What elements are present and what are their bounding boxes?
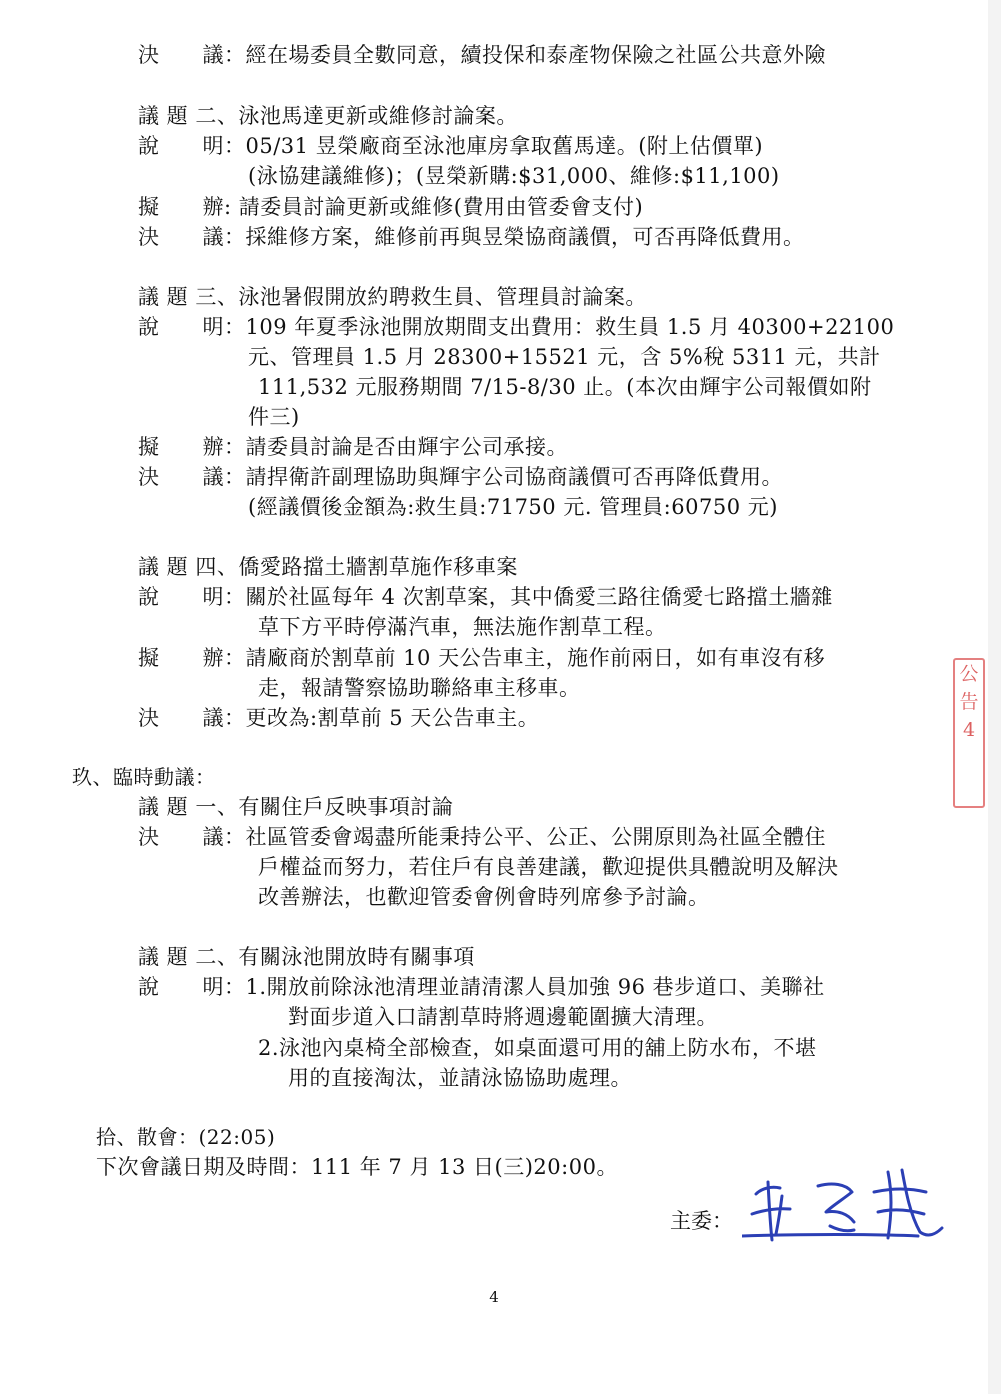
agenda-item-2-resolution: 決 議：採維修方案，維修前再與昱榮協商議價，可否再降低費用。 [138,225,805,249]
agenda-item-3-explanation-cont: 元、管理員 1.5 月 28300+15521 元，含 5%稅 5311 元，共計 [248,345,881,369]
page-edge [988,0,1001,1394]
extempore-item-2-explanation-cont: 對面步道入口請割草時將週邊範圍擴大清理。 [288,1005,718,1029]
extempore-item-1-resolution-cont: 改善辦法，也歡迎管委會例會時列席參予討論。 [258,885,710,909]
extempore-item-2-title: 議 題 二、有關泳池開放時有關事項 [138,945,475,969]
stamp-text: 公告4 [959,663,979,741]
approval-stamp [953,658,985,808]
agenda-item-3-resolution: 決 議：請捍衛許副理協助與輝宇公司協商議價可否再降低費用。 [138,465,783,489]
resolution-line: 決 議：經在場委員全數同意，續投保和泰產物保險之社區公共意外險 [138,43,826,67]
agenda-item-3-explanation: 說 明：109 年夏季泳池開放期間支出費用：救生員 1.5 月 40300+22100 [138,315,895,339]
agenda-item-3-title: 議 題 三、泳池暑假開放約聘救生員、管理員討論案。 [138,285,647,309]
agenda-item-4-title: 議 題 四、僑愛路擋土牆割草施作移車案 [138,555,518,579]
extempore-item-1-title: 議 題 一、有關住戶反映事項討論 [138,795,454,819]
agenda-item-4-explanation-cont: 草下方平時停滿汽車，無法施作割草工程。 [258,615,667,639]
section-heading-extempore: 玖、臨時動議： [72,765,216,789]
extempore-item-1-resolution-cont: 戶權益而努力，若住戶有良善建議，歡迎提供具體說明及解決 [258,855,839,879]
agenda-item-4-resolution: 決 議：更改為:割草前 5 天公告車主。 [138,706,540,730]
agenda-item-2-explanation: 說 明：05/31 昱榮廠商至泳池庫房拿取舊馬達。(附上估價單) [138,134,764,158]
extempore-item-2-point-2-cont: 用的直接淘汰，並請泳協協助處理。 [288,1066,632,1090]
agenda-item-2-proposal: 擬 辦: 請委員討論更新或維修(費用由管委會支付) [138,195,644,219]
agenda-item-4-proposal: 擬 辦：請廠商於割草前 10 天公告車主，施作前兩日，如有車沒有移 [138,646,826,670]
extempore-item-1-resolution: 決 議：社區管委會竭盡所能秉持公平、公正、公開原則為社區全體住 [138,825,826,849]
agenda-item-2-explanation-cont: (泳協建議維修)；(昱榮新購:$31,000、維修:$11,100) [248,164,780,188]
chair-signature [742,1152,952,1252]
adjournment-line: 拾、散會：(22:05) [96,1125,276,1149]
agenda-item-4-explanation: 說 明：關於社區每年 4 次割草案，其中僑愛三路往僑愛七路擋土牆雜 [138,585,833,609]
chair-label: 主委： [670,1209,733,1233]
agenda-item-3-explanation-cont: 件三) [248,405,300,429]
agenda-item-3-proposal: 擬 辦：請委員討論是否由輝宇公司承接。 [138,435,568,459]
next-meeting-line: 下次會議日期及時間：111 年 7 月 13 日(三)20:00。 [96,1155,618,1179]
agenda-item-3-explanation-cont: 111,532 元服務期間 7/15-8/30 止。(本次由輝宇公司報價如附 [258,375,872,399]
agenda-item-4-proposal-cont: 走，報請警察協助聯絡車主移車。 [258,676,581,700]
extempore-item-2-explanation: 說 明：1.開放前除泳池清理並請清潔人員加強 96 巷步道口、美聯社 [138,975,825,999]
agenda-item-2-title: 議 題 二、泳池馬達更新或維修討論案。 [138,104,518,128]
extempore-item-2-point-2: 2.泳池內桌椅全部檢查，如桌面還可用的舖上防水布，不堪 [258,1036,817,1060]
page-number: 4 [489,1288,499,1306]
agenda-item-3-resolution-cont: (經議價後金額為:救生員:71750 元. 管理員:60750 元) [248,495,778,519]
